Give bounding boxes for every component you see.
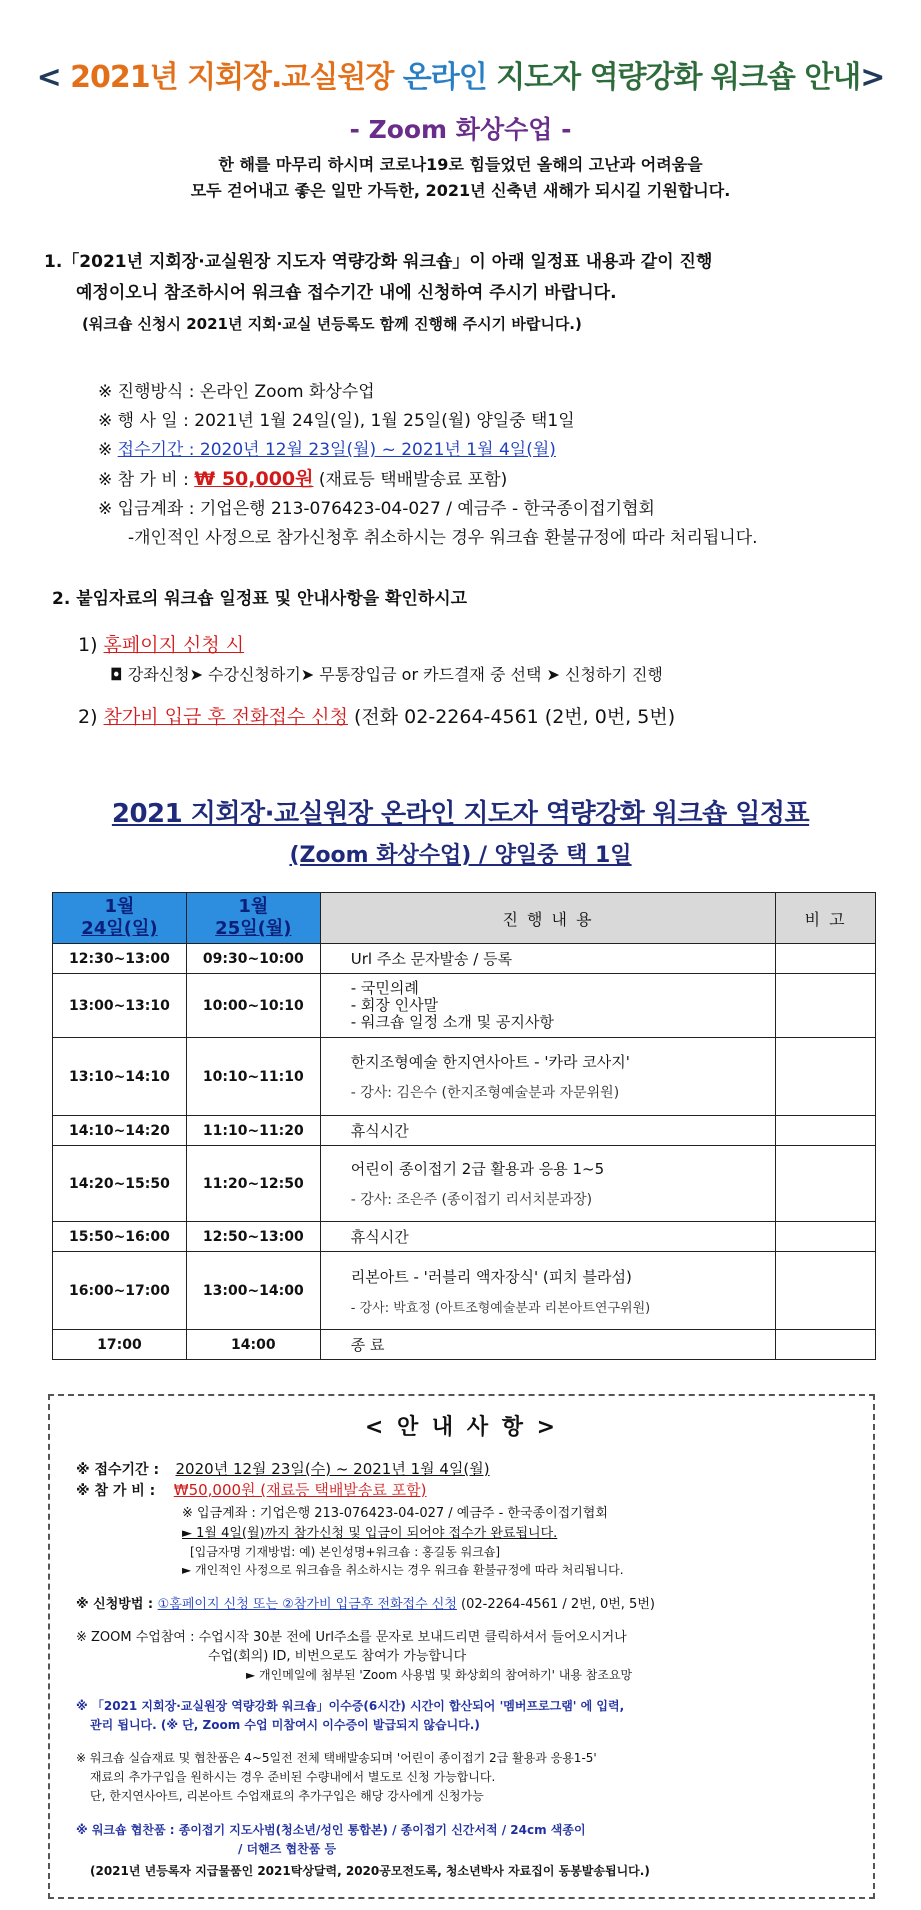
note-cell bbox=[776, 974, 876, 1038]
content-text: 휴식시간 bbox=[320, 1222, 776, 1252]
page-subtitle: - Zoom 화상수업 - bbox=[349, 115, 572, 144]
notice-gift-line-3: (2021년 년등록자 지급물품인 2021탁상달력, 2020공모전도록, 청소년박사 자료집이 동봉발송됩니다.) bbox=[90, 1864, 650, 1878]
header-day-2 bbox=[186, 893, 320, 944]
section-1-line-2: 예정이오니 참조하시어 워크숍 접수기간 내에 신청하여 주시기 바랍니다. bbox=[76, 283, 617, 303]
day-1-date: 24일(일) bbox=[81, 918, 158, 939]
content-line: 한지조형예술 한지연사아트 - '카라 코사지' bbox=[350, 1053, 630, 1071]
schedule-subtitle: (Zoom 화상수업) / 양일중 택 1일 bbox=[289, 843, 632, 868]
note-cell bbox=[776, 1146, 876, 1222]
section-1-line-1: 1.「2021년 지회장·교실원장 지도자 역량강화 워크숍」이 아래 일정표 내용과 같이 진행 bbox=[44, 252, 713, 272]
time-day-2: 11:10~11:20 bbox=[186, 1116, 320, 1146]
notice-gift-line-2: / 더핸즈 협찬품 등 bbox=[238, 1842, 337, 1856]
option-2-detail: (전화 02-2264-4561 (2번, 0번, 5번) bbox=[347, 706, 676, 728]
greeting-line-2: 모두 걷어내고 좋은 일만 가득한, 2021년 신축년 새해가 되시길 기원합니다. bbox=[190, 181, 731, 200]
note-cell bbox=[776, 1038, 876, 1116]
notice-cert-line-2: 관리 됩니다. (※ 단, Zoom 수업 미참여시 이수증이 발급되지 않습니다.) bbox=[90, 1718, 480, 1732]
option-1-label: 홈페이지 신청 시 bbox=[103, 634, 245, 656]
schedule-title: 2021 지회장·교실원장 온라인 지도자 역량강화 워크숍 일정표 bbox=[111, 799, 810, 829]
speaker-line: - 강사: 김은수 (한지조형예술분과 자문위원) bbox=[350, 1085, 620, 1101]
content-line: - 회장 인사말 bbox=[350, 996, 439, 1014]
time-day-1: 14:10~14:20 bbox=[53, 1116, 187, 1146]
period-mark: ※ bbox=[98, 440, 118, 460]
content-line: 리본아트 - '러블리 액자장식' (피치 블라섬) bbox=[350, 1267, 632, 1286]
header-note: 비 고 bbox=[776, 893, 876, 944]
content-cell bbox=[320, 1038, 776, 1116]
notice-refund: ► 개인적인 사정으로 워크숍을 취소하시는 경우 워크숍 환불규정에 따라 처리됩니다. bbox=[182, 1563, 624, 1577]
time-day-1: 14:20~15:50 bbox=[53, 1146, 187, 1222]
notice-fee-label: ※ 참 가 비 : bbox=[76, 1483, 156, 1499]
table-row bbox=[53, 1146, 876, 1222]
greeting bbox=[0, 152, 921, 204]
speaker-line: - 강사: 박효정 (아트조형예술분과 리본아트연구위원) bbox=[350, 1300, 651, 1316]
table-row bbox=[53, 1222, 876, 1252]
time-day-2: 09:30~10:00 bbox=[186, 944, 320, 974]
time-day-2: 14:00 bbox=[186, 1330, 320, 1360]
section-1-intro bbox=[44, 247, 904, 340]
notice-cert-line-1: ※ 「2021 지회장·교실원장 역량강화 워크숍」이수증(6시간) 시간이 합산되어 '멤버프로그램' 에 입력, bbox=[76, 1699, 625, 1713]
notice-period-value: 2020년 12월 23일(수) ~ 2021년 1월 4일(월) bbox=[175, 1460, 490, 1478]
notice-method-phone: (02-2264-4561 / 2번, 0번, 5번) bbox=[456, 1597, 655, 1612]
day-1-month: 1월 bbox=[104, 896, 135, 917]
day-2-month: 1월 bbox=[238, 896, 269, 917]
speaker-line: - 강사: 조은주 (종이접기 리서치분과장) bbox=[350, 1192, 593, 1208]
period-text: 접수기간 : 2020년 12월 23일(월) ~ 2021년 1월 4일(월) bbox=[117, 440, 556, 460]
detail-method: ※ 진행방식 : 온라인 Zoom 화상수업 bbox=[98, 382, 375, 402]
fee-note: (재료등 택배발송료 포함) bbox=[313, 470, 508, 490]
option-1-detail: ◘ 강좌신청➤ 수강신청하기➤ 무통장입금 or 카드결재 중 선택 ➤ 신청하기 진행 bbox=[110, 665, 663, 684]
content-text: 휴식시간 bbox=[320, 1116, 776, 1146]
table-row bbox=[53, 1116, 876, 1146]
notice-zoom-line-1: ※ ZOOM 수업참여 : 수업시작 30분 전에 Url주소를 문자로 보내드리면 클릭하셔서 들어오시거나 bbox=[76, 1630, 627, 1645]
time-day-2: 12:50~13:00 bbox=[186, 1222, 320, 1252]
detail-fee bbox=[98, 465, 758, 495]
notice-method-value: ①홈페이지 신청 또는 ②참가비 입금후 전화접수 신청 bbox=[157, 1597, 457, 1612]
section-1-details bbox=[98, 378, 758, 553]
note-cell bbox=[776, 1116, 876, 1146]
content-line: - 국민의례 bbox=[350, 979, 419, 997]
title-part3: 지도자 역량강화 워크숍 안내 bbox=[496, 60, 861, 95]
content-line: - 워크숍 일정 소개 및 공지사항 bbox=[350, 1013, 554, 1031]
time-day-2: 11:20~12:50 bbox=[186, 1146, 320, 1222]
section-2-heading: 2. 붙임자료의 워크숍 일정표 및 안내사항을 확인하시고 bbox=[52, 589, 468, 609]
notice-deadline: ► 1월 4일(월)까지 참가신청 및 입금이 되어야 접수가 완료됩니다. bbox=[182, 1526, 558, 1541]
notice-material-line-3: 단, 한지연사아트, 리본아트 수업재료의 추가구입은 해당 강사에게 신청가능 bbox=[90, 1789, 484, 1803]
option-1-number: 1) bbox=[78, 634, 104, 656]
title-open: < bbox=[36, 60, 71, 95]
schedule-header-row bbox=[53, 893, 876, 944]
option-2-number: 2) bbox=[78, 706, 104, 728]
table-row bbox=[53, 1330, 876, 1360]
time-day-1: 13:10~14:10 bbox=[53, 1038, 187, 1116]
notice-gift-line-1: ※ 워크숍 협찬품 : 종이접기 지도사범(청소년/성인 통합본) / 종이접기 신간서적 / 24cm 색종이 bbox=[76, 1823, 586, 1837]
detail-period bbox=[98, 436, 758, 465]
title-part2: 온라인 bbox=[402, 60, 497, 95]
note-cell bbox=[776, 1330, 876, 1360]
content-line: 어린이 종이접기 2급 활용과 응용 1~5 bbox=[350, 1160, 605, 1178]
section-1-line-3: (워크숍 신청시 2021년 지회·교실 년등록도 함께 진행해 주시기 바랍니다.) bbox=[82, 315, 582, 333]
notice-method bbox=[76, 1595, 655, 1614]
notice-period bbox=[76, 1460, 490, 1480]
day-2-date: 25일(월) bbox=[215, 918, 292, 939]
option-2-label: 참가비 입금 후 전화접수 신청 bbox=[103, 706, 348, 728]
detail-refund: -개인적인 사정으로 참가신청후 취소하시는 경우 워크숍 환불규정에 따라 처리됩니다. bbox=[128, 528, 758, 548]
time-day-1: 15:50~16:00 bbox=[53, 1222, 187, 1252]
time-day-1: 12:30~13:00 bbox=[53, 944, 187, 974]
header-day-1 bbox=[53, 893, 187, 944]
notice-method-label: ※ 신청방법 : bbox=[76, 1597, 158, 1612]
content-text: 종 료 bbox=[320, 1330, 776, 1360]
time-day-1: 13:00~13:10 bbox=[53, 974, 187, 1038]
apply-option-1 bbox=[78, 630, 244, 657]
content-cell bbox=[320, 974, 776, 1038]
notice-material-line-1: ※ 워크숍 실습재료 및 협찬품은 4~5일전 전체 택배발송되며 '어린이 종이접기 2급 활용과 응용1-5' bbox=[76, 1751, 597, 1765]
detail-date: ※ 행 사 일 : 2021년 1월 24일(일), 1월 25일(월) 양일중 택1일 bbox=[98, 411, 575, 431]
time-day-2: 10:10~11:10 bbox=[186, 1038, 320, 1116]
note-cell bbox=[776, 1252, 876, 1330]
notice-fee-value: ₩50,000원 (재료등 택배발송료 포함) bbox=[173, 1481, 427, 1499]
notice-title: < 안 내 사 항 > bbox=[364, 1415, 559, 1440]
fee-label: ※ 참 가 비 : bbox=[98, 470, 195, 490]
content-cell bbox=[320, 1252, 776, 1330]
table-row bbox=[53, 944, 876, 974]
notice-material-line-2: 재료의 추가구입을 원하시는 경우 준비된 수량내에서 별도로 신청 가능합니다. bbox=[90, 1770, 496, 1784]
note-cell bbox=[776, 1222, 876, 1252]
title-part1: 2021년 지회장.교실원장 bbox=[70, 60, 403, 95]
table-row bbox=[53, 974, 876, 1038]
table-row bbox=[53, 1252, 876, 1330]
title-close: > bbox=[860, 60, 885, 95]
page-title bbox=[0, 52, 921, 96]
table-row bbox=[53, 1038, 876, 1116]
fee-value: ₩ 50,000원 bbox=[194, 468, 314, 490]
notice-period-label: ※ 접수기간 : bbox=[76, 1462, 160, 1478]
notice-fee bbox=[76, 1481, 426, 1501]
time-day-2: 10:00~10:10 bbox=[186, 974, 320, 1038]
notice-zoom-line-2: 수업(회의) ID, 비번으로도 참여가 가능합니다 bbox=[208, 1649, 467, 1664]
notice-box bbox=[48, 1394, 875, 1899]
greeting-line-1: 한 해를 마무리 하시며 코로나19로 힘들었던 올해의 고난과 어려움을 bbox=[218, 155, 703, 174]
detail-account: ※ 입금계좌 : 기업은행 213-076423-04-027 / 예금주 - 한국종이접기협회 bbox=[98, 499, 655, 519]
header-content: 진 행 내 용 bbox=[320, 893, 776, 944]
time-day-1: 16:00~17:00 bbox=[53, 1252, 187, 1330]
apply-option-2 bbox=[78, 702, 675, 729]
time-day-1: 17:00 bbox=[53, 1330, 187, 1360]
time-day-2: 13:00~14:00 bbox=[186, 1252, 320, 1330]
notice-depositor: [입금자명 기재방법: 예) 본인성명+워크숍 : 홍길동 워크숍] bbox=[190, 1545, 501, 1559]
notice-zoom-line-3: ► 개인메일에 첨부된 'Zoom 사용법 및 화상회의 참여하기' 내용 참조요망 bbox=[246, 1668, 633, 1682]
content-cell bbox=[320, 1146, 776, 1222]
schedule-table bbox=[52, 892, 876, 1360]
note-cell bbox=[776, 944, 876, 974]
content-text: Url 주소 문자발송 / 등록 bbox=[320, 944, 776, 974]
notice-account: ※ 입금계좌 : 기업은행 213-076423-04-027 / 예금주 - 한국종이접기협회 bbox=[182, 1506, 608, 1521]
